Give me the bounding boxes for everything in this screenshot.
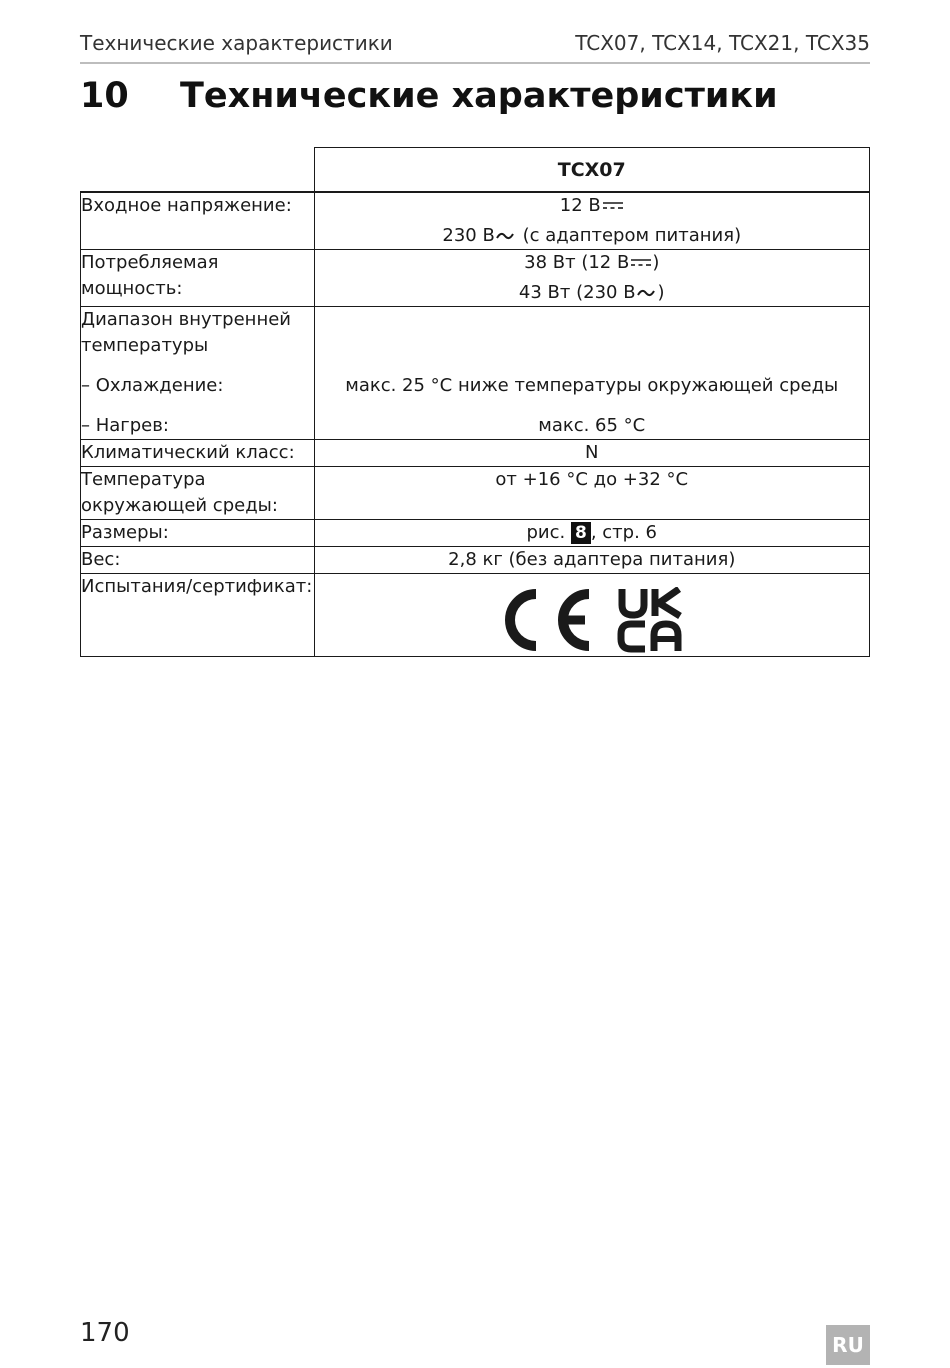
ac-symbol-icon <box>496 230 514 242</box>
section-heading <box>80 76 778 116</box>
section-title: Технические характеристики <box>180 76 778 116</box>
climate-label: Климатический класс: <box>81 440 315 467</box>
table-row <box>81 192 870 250</box>
ac-symbol-icon <box>637 287 655 299</box>
cooling-label: – Охлаждение: <box>81 375 224 396</box>
table-row <box>81 547 870 574</box>
voltage-ac-value: 230 В <box>442 225 495 246</box>
voltage-dc-value: 12 В <box>559 195 601 216</box>
section-number: 10 <box>80 76 129 116</box>
running-header-right: TCX07, TCX14, TCX21, TCX35 <box>575 31 870 55</box>
range-label: Диапазон внутренней температуры <box>81 309 291 356</box>
table-header-blank <box>81 148 315 193</box>
table-header-row <box>81 148 870 193</box>
language-badge: RU <box>826 1325 870 1365</box>
power-ac-close: ) <box>657 282 665 303</box>
table-row <box>81 574 870 657</box>
figure-reference: 8 <box>571 522 591 544</box>
table-row <box>81 520 870 547</box>
dimensions-prefix: рис. <box>526 522 566 543</box>
dc-symbol-icon <box>630 257 652 269</box>
page-number: 170 <box>80 1318 130 1348</box>
running-header <box>80 30 870 64</box>
dc-symbol-icon <box>602 200 624 212</box>
heating-label: – Нагрев: <box>81 415 169 436</box>
voltage-label: Входное напряжение: <box>81 192 315 250</box>
table-row <box>81 250 870 307</box>
climate-value: N <box>314 440 870 467</box>
ce-mark-icon <box>499 587 595 653</box>
power-dc-value: 38 Вт (12 В <box>524 252 630 273</box>
heating-value: макс. 65 °C <box>538 415 646 436</box>
power-dc-close: ) <box>652 252 660 273</box>
ambient-value: от +16 °C до +32 °C <box>314 467 870 520</box>
range-label-cell <box>81 307 315 440</box>
cooling-value: макс. 25 °C ниже температуры окружающей среды <box>345 375 839 396</box>
table-row <box>81 440 870 467</box>
power-value <box>314 250 870 307</box>
ambient-label: Температура окружающей среды: <box>81 467 315 520</box>
power-ac-value: 43 Вт (230 В <box>518 282 636 303</box>
cert-value <box>314 574 870 657</box>
dimensions-suffix: , стр. 6 <box>590 522 657 543</box>
cert-label: Испытания/сертификат: <box>81 574 315 657</box>
dimensions-value <box>314 520 870 547</box>
running-header-left: Технические характеристики <box>80 31 393 55</box>
dimensions-label: Размеры: <box>81 520 315 547</box>
range-value-cell <box>314 307 870 440</box>
table-row <box>81 307 870 440</box>
weight-value: 2,8 кг (без адаптера питания) <box>314 547 870 574</box>
power-label: Потребляемая мощность: <box>81 250 315 307</box>
voltage-value <box>314 192 870 250</box>
specs-table <box>80 147 870 657</box>
voltage-ac-note: (с адаптером питания) <box>522 225 742 246</box>
model-header: TCX07 <box>314 148 870 193</box>
table-row <box>81 467 870 520</box>
weight-label: Вес: <box>81 547 315 574</box>
ukca-mark-icon <box>617 587 685 653</box>
